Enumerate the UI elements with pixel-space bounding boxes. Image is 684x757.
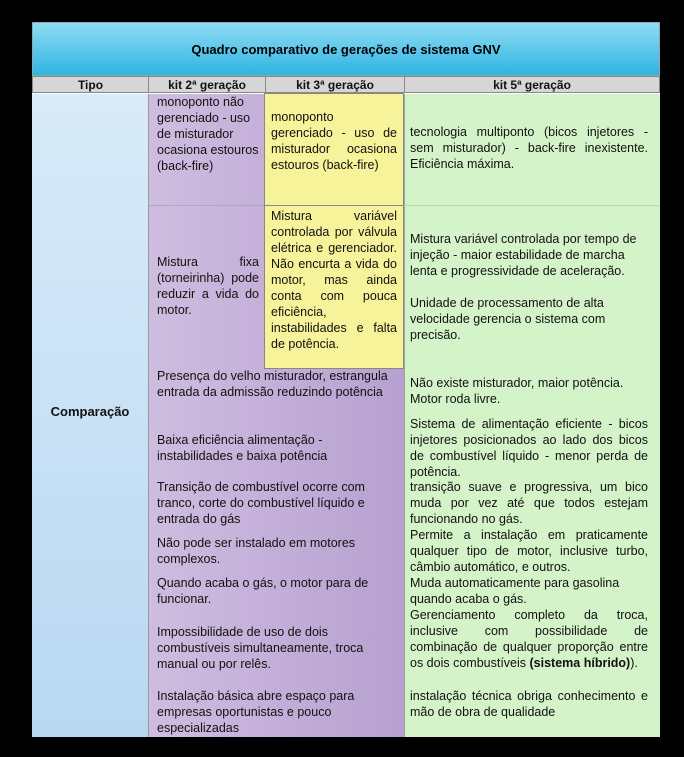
kit2-cell: Mistura fixa (torneirinha) pode reduzir a vida do motor. (157, 255, 259, 317)
kit2-cell: Instalação básica abre espaço para empresas oportunistas e pouco especializadas (157, 689, 355, 735)
header-tipo: Tipo (32, 76, 149, 93)
kit5-cell: instalação técnica obriga conhecimento e mão de obra de qualidade (410, 689, 648, 719)
kit5-text-end: ). (630, 656, 638, 670)
kit2-cell: Quando acaba o gás, o motor para de funcionar. (157, 576, 369, 606)
row-separator (149, 205, 265, 206)
table-title: Quadro comparativo de gerações de sistema GNV (32, 22, 660, 76)
kit2-cell: monoponto não gerenciado - uso de misturador ocasiona estouros (back-fire) (157, 95, 259, 173)
kit5-cell: Mistura variável controlada por tempo de injeção - maior estabilidade de marcha lenta e progressividade de aceleração. (410, 232, 637, 278)
kit2-cell: Presença do velho misturador, estrangula entrada da admissão reduzindo potência (157, 369, 388, 399)
header-kit5: kit 5ª geração (404, 76, 660, 93)
kit5-cell: Unidade de processamento de alta velocidade gerencia o sistema com precisão. (410, 296, 606, 342)
kit2-cell: Baixa eficiência alimentação - instabilidades e baixa potência (157, 433, 328, 463)
tipo-column (32, 94, 149, 737)
kit5-cell: Permite a instalação em praticamente qualquer tipo de motor, inclusive turbo, câmbio automático, e outros. (410, 528, 648, 574)
row-separator (404, 205, 659, 206)
kit2-cell: Transição de combustível ocorre com tranco, corte do combustível líquido e entrada do gás (157, 480, 365, 526)
tipo-label: Comparação (50, 404, 130, 419)
kit5-bold: (sistema híbrido) (529, 656, 631, 670)
kit5-cell (410, 607, 648, 671)
header-kit2: kit 2ª geração (148, 76, 266, 93)
kit5-cell: Sistema de alimentação eficiente - bicos injetores posicionados ao lado dos bicos de combustível líquido - menor perda de potência. (410, 417, 648, 479)
kit3-cell: monoponto gerenciado - uso de misturador ocasiona estouros (back-fire) (271, 110, 397, 172)
header-kit3: kit 3ª geração (265, 76, 405, 93)
row-separator (264, 205, 404, 206)
kit5-cell: Muda automaticamente para gasolina quando acaba o gás. (410, 576, 620, 606)
comparison-table (32, 22, 660, 737)
kit2-cell: Impossibilidade de uso de dois combustíveis simultaneamente, troca manual ou por relês. (157, 625, 364, 671)
kit3-cell: Mistura variável controlada por válvula elétrica e gerenciador. Não encurta a vida do motor, mas ainda conta com pouca eficiência, instabilidades e falta de potência. (271, 209, 397, 351)
kit5-cell: transição suave e progressiva, um bico muda por vez até que todos estejam funcionando no gás. (410, 480, 648, 526)
kit2-cell: Não pode ser instalado em motores complexos. (157, 536, 356, 566)
kit5-cell: tecnologia multiponto (bicos injetores - sem misturador) - back-fire inexistente. Eficiência máxima. (410, 125, 648, 171)
kit5-text: Gerenciamento completo da troca, inclusive com possibilidade de combinação de qualquer proporção entre os dois combustíveis (410, 608, 648, 670)
kit5-cell: Não existe misturador, maior potência. Motor roda livre. (410, 376, 624, 406)
